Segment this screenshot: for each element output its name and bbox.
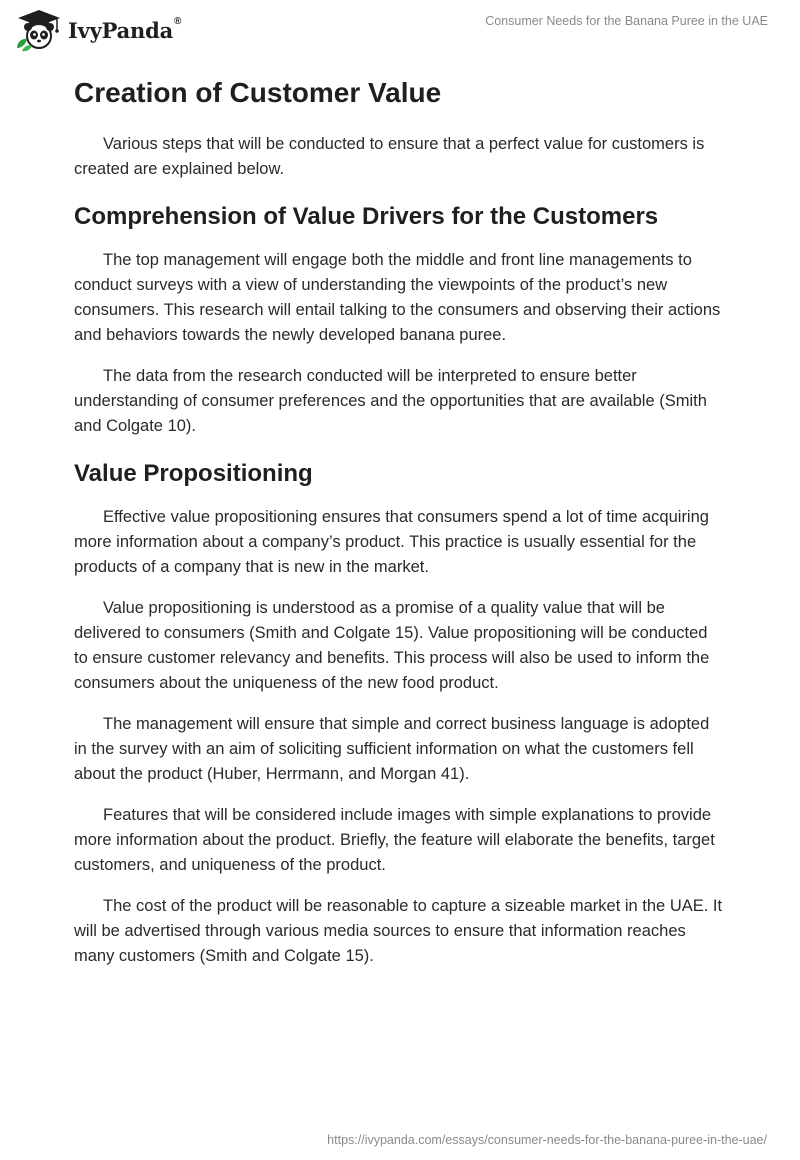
paragraph: The top management will engage both the middle and front line managements to conduct surveys with a view of understanding the viewpoints of the product’s new consumers. This research will entail talking to the consumers and observing their actions and behaviors towards the newly developed banana puree. [74,251,721,344]
source-url-link[interactable]: https://ivypanda.com/essays/consumer-needs-for-the-banana-puree-in-the-uae/ [327,1133,767,1147]
registered-mark: ® [174,15,182,27]
paragraph: Features that will be considered include images with simple explanations to provide more information about the product. Briefly, the feature will elaborate the benefits, target customers, and uniqueness of the product. [74,806,715,874]
running-title: Consumer Needs for the Banana Puree in the UAE [485,14,768,28]
panda-graduate-icon [14,8,64,52]
paragraph: Value propositioning is understood as a promise of a quality value that will be delivered to consumers (Smith and Colgate 15). Value propositioning will be conducted to ensure customer relevancy and benefits. This process will also be used to inform the consumers about the uniqueness of the new food product. [74,599,710,692]
page-header [0,0,800,64]
page-title: Creation of Customer Value [74,77,442,108]
intro-paragraph: Various steps that will be conducted to ensure that a perfect value for customers is created are explained below. [74,135,705,178]
brand-name: IvyPanda® [68,15,182,43]
paragraph: The data from the research conducted will be interpreted to ensure better understanding of consumer preferences and the opportunities that are available (Smith and Colgate 10). [74,367,707,435]
article-body [74,70,724,985]
section-heading-value-propositioning: Value Propositioning [74,460,313,487]
paragraph: The cost of the product will be reasonable to capture a sizeable market in the UAE. It will be advertised through various media sources to ensure that information reaches many customers (Smith and Colgate 15). [74,897,723,965]
ivypanda-logo[interactable] [14,8,181,52]
section-heading-value-drivers: Comprehension of Value Drivers for the Customers [74,203,659,230]
paragraph: Effective value propositioning ensures that consumers spend a lot of time acquiring more information about a company’s product. This practice is usually essential for the products of a company that is new in the market. [74,508,709,576]
paragraph: The management will ensure that simple and correct business language is adopted in the survey with an aim of soliciting sufficient information on what the customers fell about the product (Huber, Herrmann, and Morgan 41). [74,715,710,783]
